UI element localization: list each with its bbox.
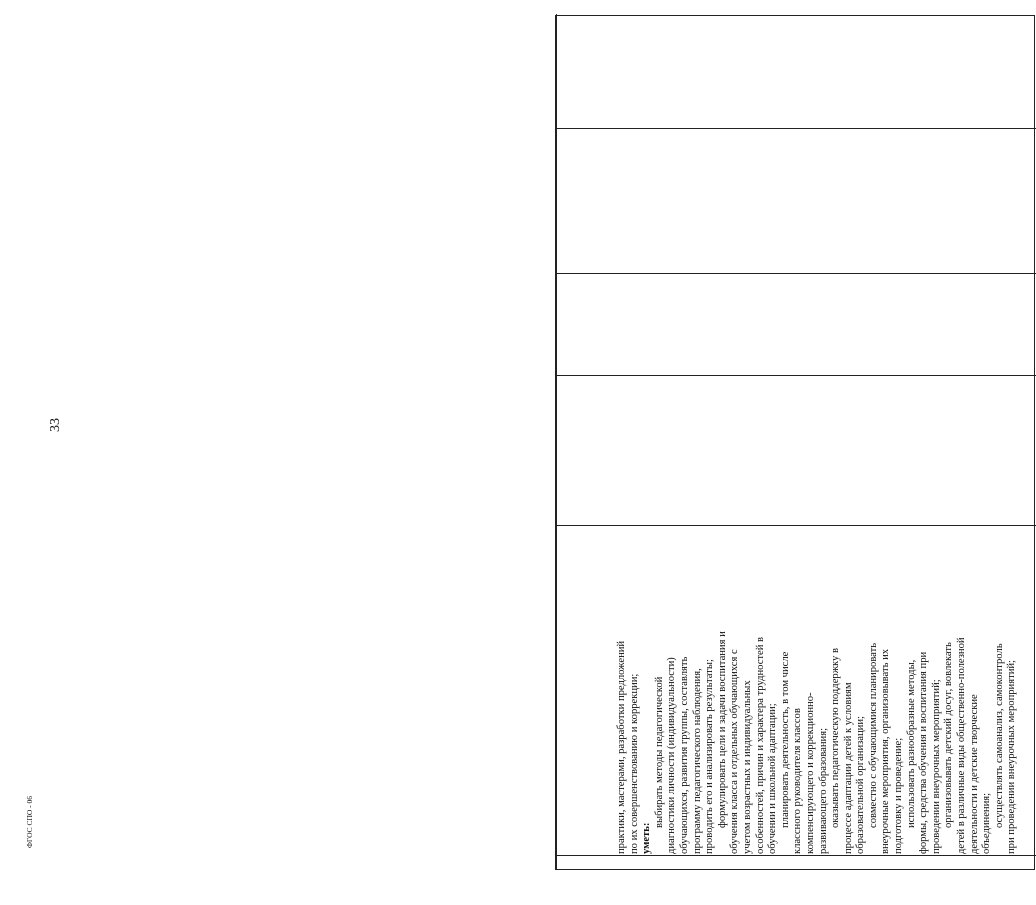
document-footer: ФГОС СПО - 06 [25, 795, 34, 848]
cell-line: компенсирующего и коррекционно- [804, 692, 816, 854]
cell-line: процессе адаптации детей к условиям [842, 682, 854, 854]
cell-line: обучении и школьной адаптации; [767, 703, 779, 854]
cell-line: диагностики личности (индивидуальности) [666, 657, 678, 854]
cell-line: развивающего образования; [817, 727, 829, 854]
cell-line: обучения класса и отдельных обучающихся с [729, 649, 741, 854]
cell-line: внеурочные мероприятия, организовывать их [880, 648, 892, 854]
cell-line: учетом возрастных и индивидуальных [741, 680, 753, 854]
cell-line: выбирать методы педагогической [653, 676, 665, 828]
page-number: 33 [48, 418, 63, 432]
cell-line: уметь: [641, 822, 653, 854]
cell-line: особенностей, причин и характера трудностей в [754, 636, 766, 854]
cell-line: проводить его и анализировать результаты; [704, 659, 716, 854]
cell-line: подготовку и проведение; [893, 737, 905, 854]
cell-line: осуществлять самоанализ, самоконтроль [993, 643, 1005, 828]
table-border-top [556, 14, 557, 869]
cell-line: классного руководителя классов [792, 708, 804, 854]
cell-line: детей в различные виды общественно-полезной [956, 637, 968, 854]
cell-line: оказывать педагогическую поддержку в [830, 648, 842, 828]
column-divider-5 [556, 128, 1036, 129]
column-divider-3 [556, 375, 1036, 376]
cell-line: формулировать цели и задачи воспитания и [716, 631, 728, 828]
cell-line: при проведении внеурочных мероприятий; [1006, 659, 1018, 854]
cell-line: совместно с обучающимися планировать [867, 642, 879, 828]
rotated-page [555, 15, 1035, 870]
cell-line: программу педагогического наблюдения, [691, 668, 703, 854]
cell-line: проведении внеурочных мероприятий; [930, 679, 942, 854]
competency-cell-text [616, 526, 1019, 854]
cell-line: использовать разнообразные методы, [905, 659, 917, 828]
cell-line: объединения; [981, 792, 993, 854]
column-divider-1 [556, 855, 1036, 856]
competency-table [555, 15, 1035, 870]
cell-line: формы, средства обучения и воспитания при [918, 651, 930, 854]
cell-line: практики, мастерами, разработки предложений [616, 640, 627, 854]
cell-line: образовательной организации; [855, 716, 867, 854]
cell-line: деятельности и детские творческие [968, 694, 980, 854]
cell-line: обучающихся, развития группы, составлять [678, 656, 690, 854]
cell-line: планировать деятельность, в том числе [779, 651, 791, 828]
column-divider-4 [556, 273, 1036, 274]
cell-line: организовывать детский досуг, вовлекать [943, 642, 955, 828]
cell-line: по их совершенствованию и коррекции; [628, 673, 640, 854]
